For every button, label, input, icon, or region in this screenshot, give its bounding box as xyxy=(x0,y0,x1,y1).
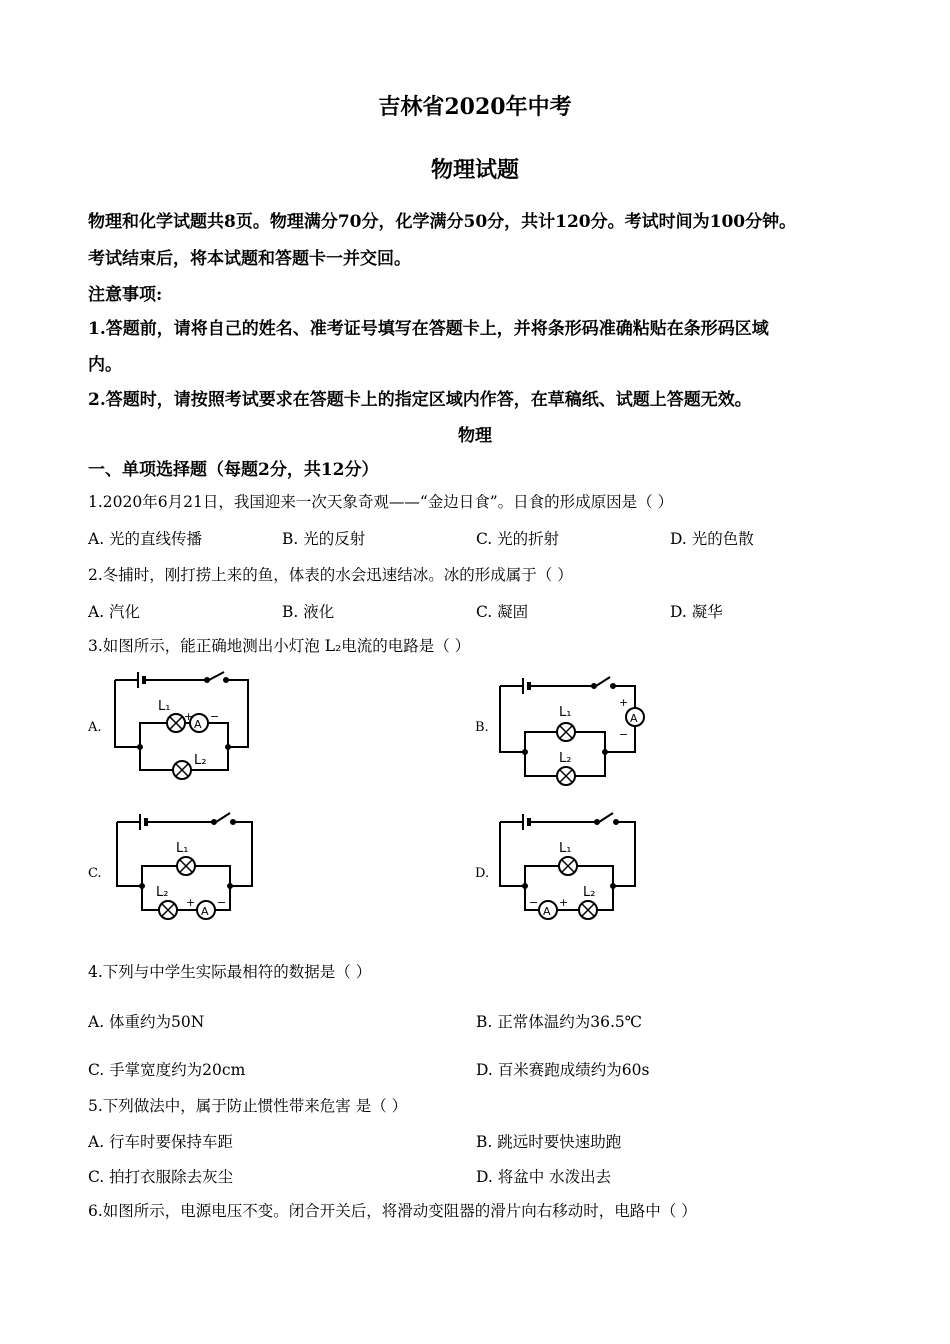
label-l1: L₁ xyxy=(158,699,171,714)
question-4-stem: 4.下列与中学生实际最相符的数据是（ ） xyxy=(88,963,372,981)
question-4-option-b: B. 正常体温约为36.5℃ xyxy=(476,1013,643,1031)
question-2-option-d: D. 凝华 xyxy=(670,603,723,621)
question-2-stem: 2.冬捕时，刚打捞上来的鱼，体表的水会迅速结冰。冰的形成属于（ ） xyxy=(88,566,573,584)
circuit-diagram-a xyxy=(110,670,260,785)
question-4-option-c: C. 手掌宽度约为20cm xyxy=(88,1061,246,1079)
question-2-option-c: C. 凝固 xyxy=(476,603,529,621)
note-2: 2.答题时，请按照考试要求在答题卡上的指定区域内作答，在草稿纸、试题上答题无效。 xyxy=(88,390,752,410)
question-2-option-a: A. 汽化 xyxy=(88,603,141,621)
question-4-option-d: D. 百米赛跑成绩约为60s xyxy=(476,1061,650,1079)
label-ammeter-b: A xyxy=(630,712,638,725)
intro-line-1: 物理和化学试题共8页。物理满分70分，化学满分50分，共计120分。考试时间为100分钟。 xyxy=(88,212,797,232)
section-heading: 一、单项选择题（每题2分，共12分） xyxy=(88,460,379,480)
circuit-diagram-d xyxy=(495,810,650,930)
intro-line-2: 考试结束后，将本试题和答题卡一并交回。 xyxy=(88,249,411,269)
label-ammeter: A xyxy=(194,718,202,731)
question-1-option-a: A. 光的直线传播 xyxy=(88,530,203,548)
question-6-stem: 6.如图所示，电源电压不变。闭合开关后，将滑动变阻器的滑片向右移动时，电路中（ ） xyxy=(88,1202,697,1220)
question-1-option-c: C. 光的折射 xyxy=(476,530,560,548)
question-3-option-a: A. xyxy=(88,720,102,735)
exam-title: 吉林省2020年中考 xyxy=(378,94,572,120)
label-minus: − xyxy=(210,710,220,723)
label-l2-c: L₂ xyxy=(156,885,169,900)
question-2-option-b: B. 液化 xyxy=(282,603,335,621)
label-minus-d: − xyxy=(529,896,539,909)
question-1-option-d: D. 光的色散 xyxy=(670,530,754,548)
label-l1-c: L₁ xyxy=(176,841,189,856)
question-1-stem: 1.2020年6月21日，我国迎来一次天象奇观——“金边日食”。日食的形成原因是（ ） xyxy=(88,493,674,511)
label-minus-c: − xyxy=(217,896,227,909)
label-minus-b: − xyxy=(619,728,629,741)
question-5-option-c: C. 拍打衣服除去灰尘 xyxy=(88,1168,234,1186)
label-plus: + xyxy=(184,710,194,723)
question-3-option-c: C. xyxy=(88,866,102,881)
label-ammeter-d: A xyxy=(543,905,551,918)
question-5-option-d: D. 将盆中 水泼出去 xyxy=(476,1168,612,1186)
exam-subtitle: 物理试题 xyxy=(430,157,519,183)
label-l1-d: L₁ xyxy=(559,841,572,856)
label-ammeter-c: A xyxy=(201,905,209,918)
label-l2: L₂ xyxy=(194,753,207,768)
question-1-option-b: B. 光的反射 xyxy=(282,530,366,548)
question-5-option-a: A. 行车时要保持车距 xyxy=(88,1133,234,1151)
label-l1-b: L₁ xyxy=(559,705,572,720)
section-label: 物理 xyxy=(458,426,492,446)
note-1-line-b: 内。 xyxy=(88,355,122,375)
circuit-diagram-c xyxy=(112,810,267,930)
question-3-stem: 3.如图所示，能正确地测出小灯泡 L₂电流的电路是（ ） xyxy=(88,637,471,655)
note-1-line-a: 1.答题前，请将自己的姓名、准考证号填写在答题卡上，并将条形码准确粘贴在条形码区域 xyxy=(88,319,769,339)
question-4-option-a: A. 体重约为50N xyxy=(88,1013,205,1031)
label-plus-d: + xyxy=(559,896,569,909)
switch-lever xyxy=(209,672,224,680)
label-plus-b: + xyxy=(619,696,629,709)
label-plus-c: + xyxy=(186,896,196,909)
label-l2-b: L₂ xyxy=(559,751,572,766)
circuit-diagram-b xyxy=(495,672,655,792)
notes-heading: 注意事项: xyxy=(88,285,163,305)
question-3-option-b: B. xyxy=(475,720,489,735)
label-l2-d: L₂ xyxy=(583,885,596,900)
question-5-option-b: B. 跳远时要快速助跑 xyxy=(476,1133,622,1151)
question-5-stem: 5.下列做法中，属于防止惯性带来危害 是（ ） xyxy=(88,1097,408,1115)
question-3-option-d: D. xyxy=(475,866,490,881)
